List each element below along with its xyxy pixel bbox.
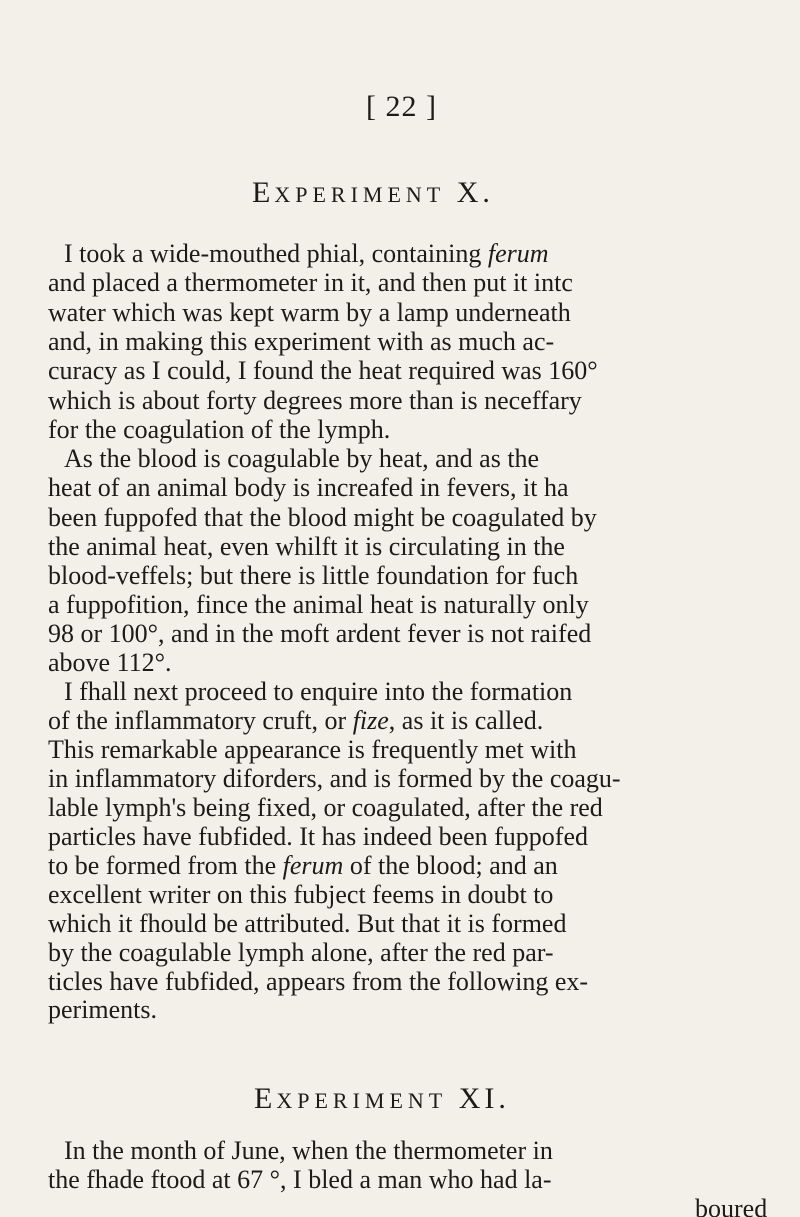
text-line bbox=[64, 1136, 553, 1166]
line-text: above 112°. bbox=[48, 648, 172, 677]
text-line bbox=[48, 706, 543, 736]
line-text: particles have fubfided. It has indeed been fuppofed bbox=[48, 822, 589, 851]
heading-initial: E bbox=[252, 176, 275, 209]
text-line bbox=[48, 648, 172, 678]
text-line bbox=[48, 619, 591, 649]
line-text: excellent writer on this fubject feems in doubt to bbox=[48, 880, 554, 909]
text-line bbox=[48, 1165, 552, 1195]
line-text: in inflammatory diforders, and is formed by the coagu- bbox=[48, 764, 621, 793]
line-text: and, in making this experiment with as much ac- bbox=[48, 327, 555, 356]
line-text: which is about forty degrees more than is neceffary bbox=[48, 386, 582, 415]
line-text: which it fhould be attributed. But that it is formed bbox=[48, 909, 567, 938]
line-text: boured bbox=[695, 1194, 768, 1217]
line-text: by the coagulable lymph alone, after the red par- bbox=[48, 938, 554, 967]
text-line bbox=[48, 793, 603, 823]
line-text: and placed a thermometer in it, and then put it intc bbox=[48, 268, 573, 297]
text-line bbox=[48, 938, 554, 968]
line-text: of the inflammatory cruft, or bbox=[48, 706, 353, 735]
text-line bbox=[48, 532, 565, 562]
text-line bbox=[48, 822, 588, 852]
line-text: lable lymph's being fixed, or coagulated, after the red bbox=[48, 793, 603, 822]
italic-term: ferum bbox=[487, 239, 549, 268]
text-line bbox=[48, 967, 588, 997]
line-text: for the coagulation of the lymph. bbox=[48, 415, 391, 444]
text-line bbox=[48, 503, 597, 533]
heading-initial: E bbox=[254, 1082, 277, 1115]
text-line bbox=[64, 444, 539, 474]
line-text: ticles have fubfided, appears from the following ex- bbox=[48, 967, 589, 996]
line-text: As the blood is coagulable by heat, and as the bbox=[64, 444, 540, 473]
text-line bbox=[48, 880, 553, 910]
text-line bbox=[48, 995, 157, 1025]
heading-word: XPERIMENT bbox=[274, 182, 446, 207]
text-line bbox=[48, 764, 621, 794]
text-line bbox=[48, 415, 390, 445]
line-text: of the blood; and an bbox=[343, 851, 558, 880]
line-text: , as it is called. bbox=[388, 706, 544, 735]
text-line bbox=[48, 386, 582, 416]
text-line bbox=[48, 298, 571, 328]
line-text: curacy as I could, I found the heat required was 160° bbox=[48, 356, 598, 385]
italic-term: fize bbox=[352, 706, 389, 735]
line-text: 98 or 100°, and in the moft ardent fever is not raifed bbox=[48, 619, 592, 648]
line-text: a fuppofition, fince the animal heat is naturally only bbox=[48, 590, 589, 619]
line-text: to be formed from the bbox=[48, 851, 283, 880]
line-text: the fhade ftood at 67 °, I bled a man who had la- bbox=[48, 1165, 552, 1194]
text-line bbox=[48, 561, 578, 591]
text-line bbox=[48, 735, 576, 765]
text-line bbox=[48, 356, 598, 386]
heading-word: XPERIMENT bbox=[276, 1088, 448, 1113]
text-line bbox=[48, 327, 554, 357]
line-text: I fhall next proceed to enquire into the formation bbox=[64, 677, 573, 706]
line-text: I took a wide-mouthed phial, containing bbox=[64, 239, 488, 268]
text-line bbox=[48, 473, 569, 503]
line-text: been fuppofed that the blood might be coagulated by bbox=[48, 503, 597, 532]
section-heading bbox=[254, 1082, 510, 1116]
italic-term: ferum bbox=[282, 851, 344, 880]
line-text: water which was kept warm by a lamp underneath bbox=[48, 298, 571, 327]
line-text: heat of an animal body is increafed in fevers, it ha bbox=[48, 473, 569, 502]
line-text: In the month of June, when the thermometer in bbox=[64, 1136, 553, 1165]
text-line bbox=[48, 590, 589, 620]
section-heading bbox=[252, 176, 494, 210]
heading-numeral: X. bbox=[456, 176, 494, 209]
line-text: the animal heat, even whilft it is circulating in the bbox=[48, 532, 565, 561]
text-line bbox=[695, 1194, 767, 1217]
text-line bbox=[48, 851, 558, 881]
line-text: periments. bbox=[48, 995, 158, 1024]
line-text: blood-veffels; but there is little foundation for fuch bbox=[48, 561, 579, 590]
text-line bbox=[64, 239, 549, 269]
text-line bbox=[48, 909, 566, 939]
heading-numeral: XI. bbox=[458, 1082, 510, 1115]
line-text: This remarkable appearance is frequently met with bbox=[48, 735, 577, 764]
page-number: [ 22 ] bbox=[366, 90, 437, 123]
text-line bbox=[64, 677, 572, 707]
text-line bbox=[48, 268, 573, 298]
